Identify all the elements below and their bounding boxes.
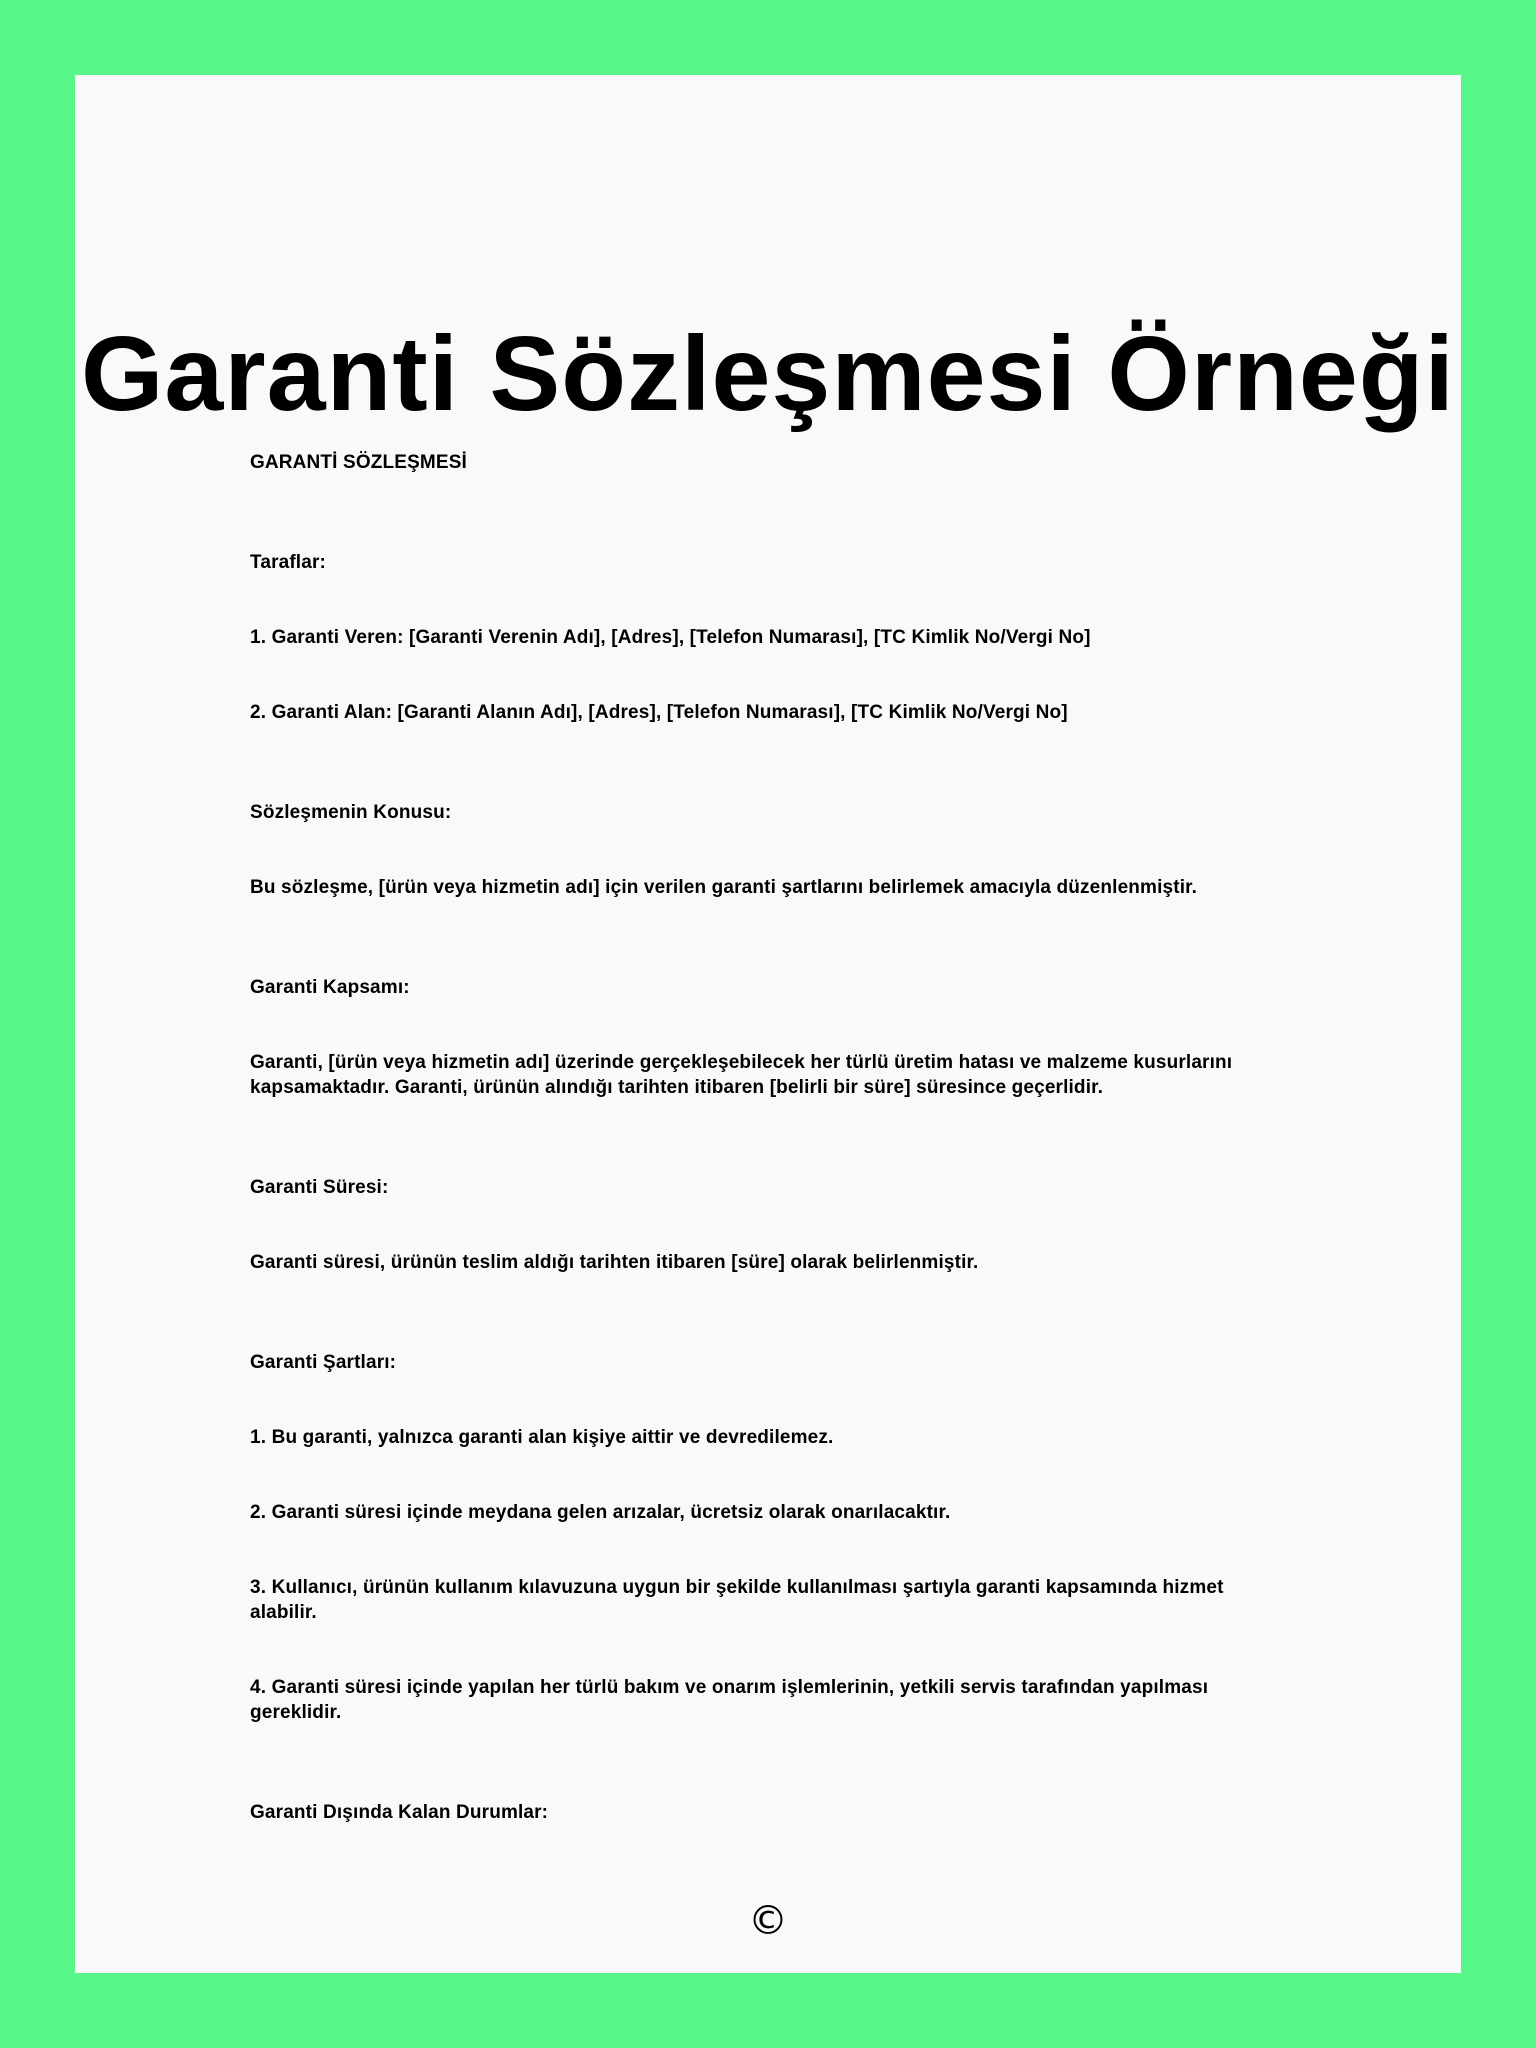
terms-label: Garanti Şartları: (250, 1352, 397, 1373)
page-title: Garanti Sözleşmesi Örneği (80, 315, 1455, 433)
duration-label: Garanti Süresi: (250, 1177, 389, 1198)
contract-heading: GARANTİ SÖZLEŞMESİ (250, 452, 467, 473)
subject-label: Sözleşmenin Konusu: (250, 802, 452, 823)
exclusions-label: Garanti Dışında Kalan Durumlar: (250, 1802, 549, 1823)
party-guarantor: 1. Garanti Veren: [Garanti Verenin Adı], [Adres], [Telefon Numarası], [TC Kimlik No/Vergi No] (250, 627, 1091, 648)
parties-label: Taraflar: (250, 552, 326, 573)
duration-text: Garanti süresi, ürünün teslim aldığı tarihten itibaren [süre] olarak belirlenmiştir. (250, 1252, 979, 1273)
scope-text: Garanti, [ürün veya hizmetin adı] üzerinde gerçekleşebilecek her türlü üretim hatası ve malzeme kusurlarını kapsamaktadır. Garanti, ürünün alındığı tarihten itibaren [belirli bir süre] süresince geçerlidir. (250, 1052, 1233, 1098)
terms-item-4: 4. Garanti süresi içinde yapılan her türlü bakım ve onarım işlemlerinin, yetkili servis tarafından yapılması gereklidir. (250, 1677, 1209, 1723)
terms-item-2: 2. Garanti süresi içinde meydana gelen arızalar, ücretsiz olarak onarılacaktır. (250, 1502, 951, 1523)
document-page (75, 75, 1461, 1973)
terms-item-1: 1. Bu garanti, yalnızca garanti alan kişiye aittir ve devredilemez. (250, 1427, 834, 1448)
party-beneficiary: 2. Garanti Alan: [Garanti Alanın Adı], [Adres], [Telefon Numarası], [TC Kimlik No/Vergi No] (250, 702, 1068, 723)
scope-label: Garanti Kapsamı: (250, 977, 410, 998)
terms-item-3: 3. Kullanıcı, ürünün kullanım kılavuzuna uygun bir şekilde kullanılması şartıyla garanti kapsamında hizmet alabilir. (250, 1577, 1224, 1623)
copyright-icon: © (748, 1898, 788, 1944)
subject-text: Bu sözleşme, [ürün veya hizmetin adı] için verilen garanti şartlarını belirlemek amacıyla düzenlenmiştir. (250, 877, 1198, 898)
